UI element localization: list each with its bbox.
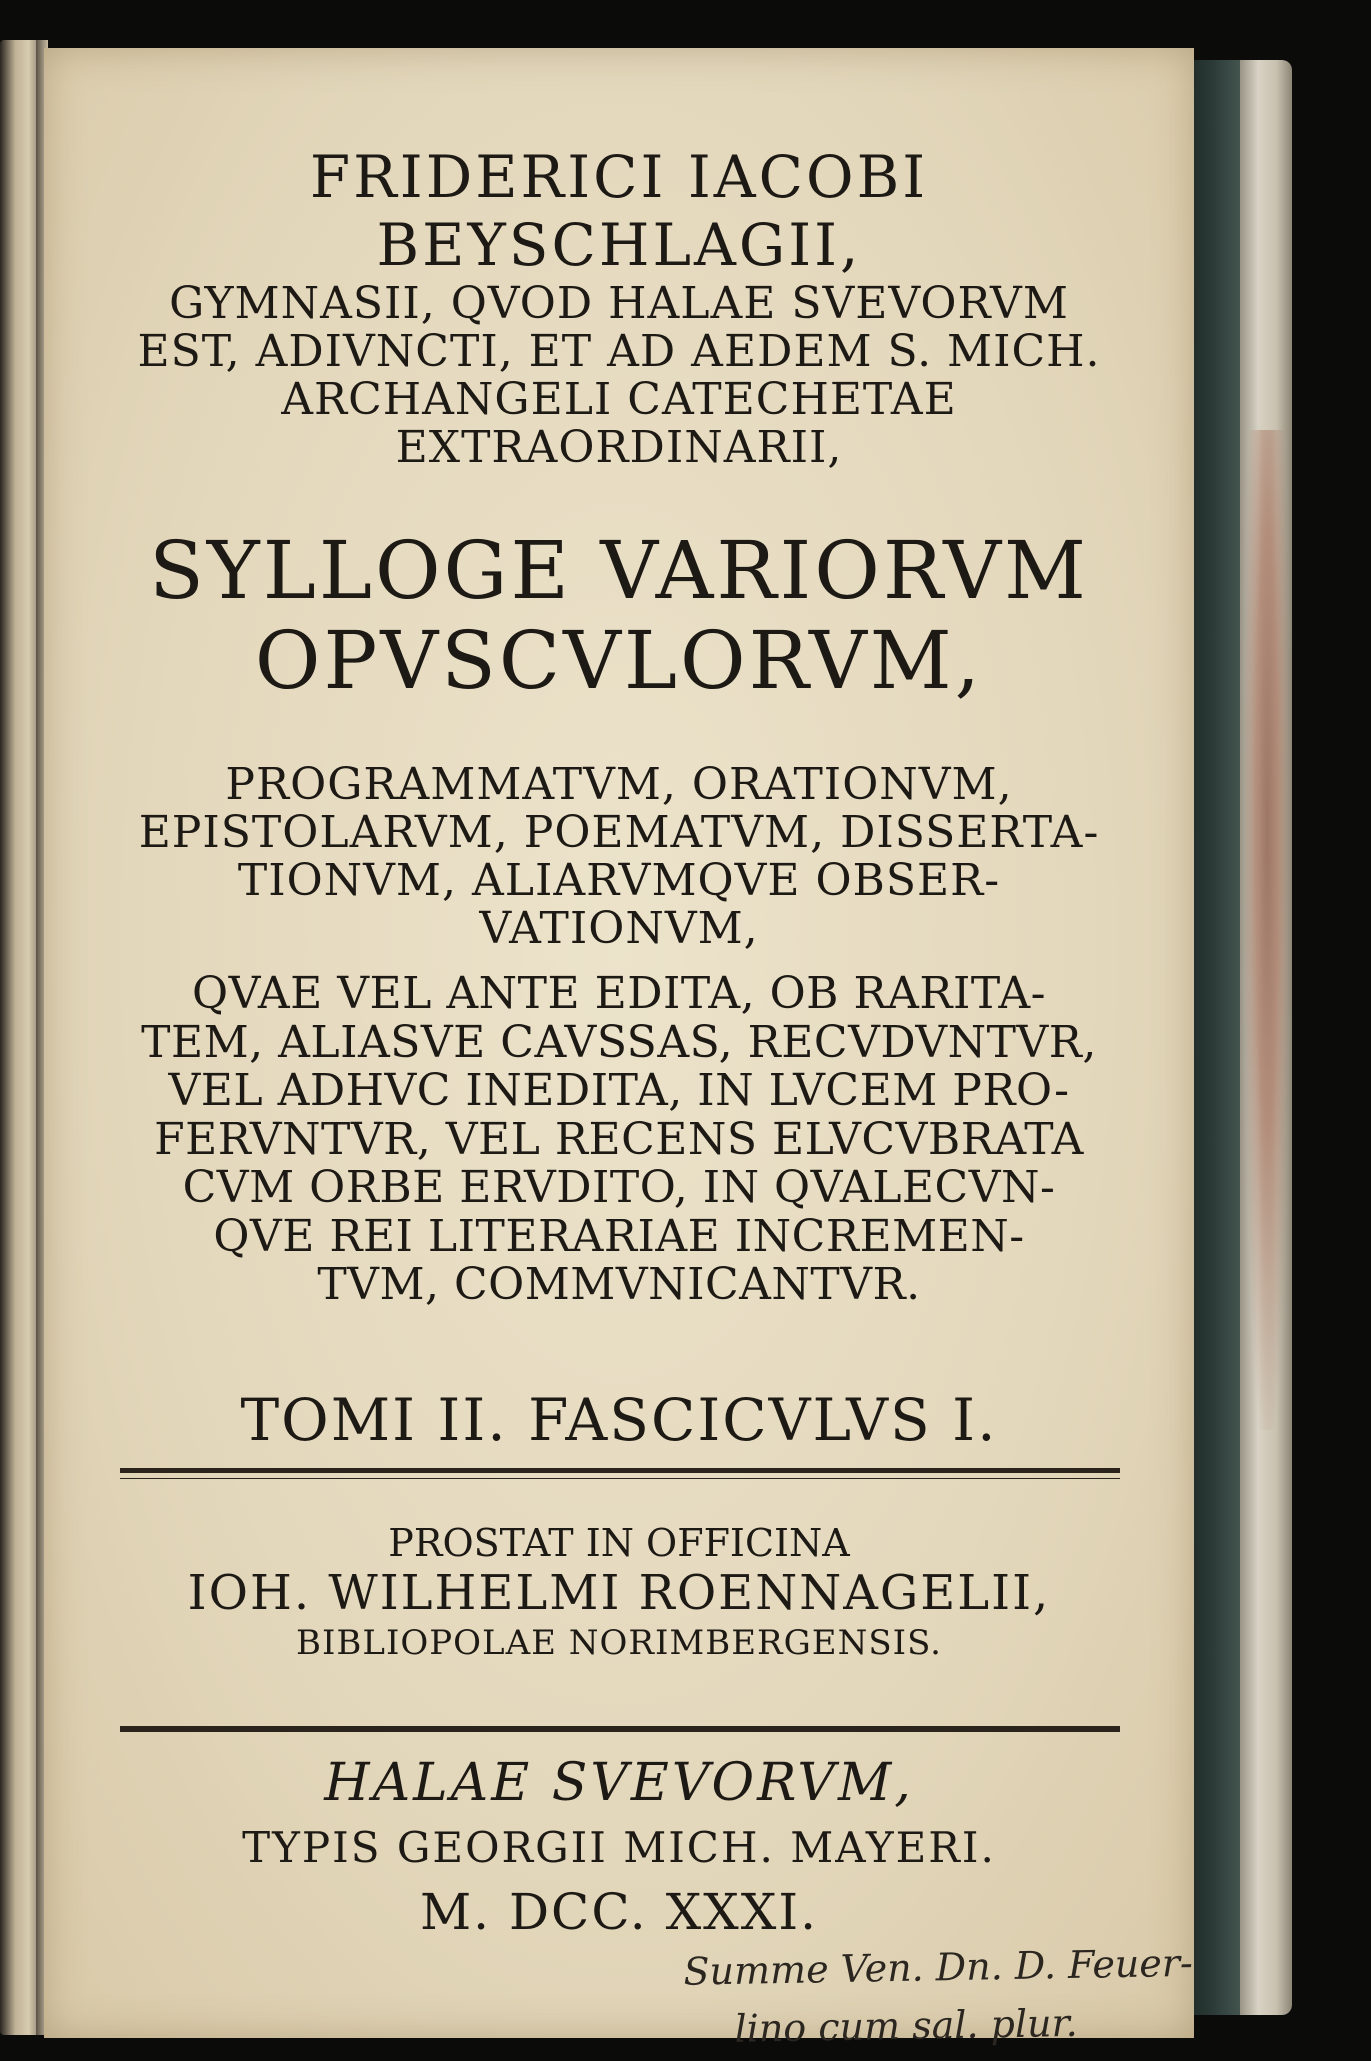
subtitle-line: PROGRAMMATVM, ORATIONVM, (225, 759, 1013, 810)
printer: TYPIS GEORGII MICH. MAYERI. (242, 1823, 996, 1872)
description-line: TEM, ALIASVE CAVSSAS, RECVDVNTVR, (141, 1016, 1097, 1068)
imprint-role: BIBLIOPOLAE NORIMBERGENSIS. (295, 1623, 942, 1663)
author-line: BEYSCHLAGII, (376, 211, 862, 279)
facing-page-edge (0, 40, 38, 2035)
imprint-prostat: PROSTAT IN OFFICINA (388, 1521, 850, 1565)
year: M. DCC. XXXI. (419, 1883, 819, 1941)
inscription-line: Summe Ven. Dn. D. Feuer- (683, 1940, 1194, 1994)
handwritten-inscription (683, 1933, 1225, 2058)
author-office (44, 280, 1194, 472)
subtitle-line: EPISTOLARVM, POEMATVM, DISSERTA- (138, 807, 1100, 858)
description (44, 970, 1194, 1310)
office-line: ARCHANGELI CATECHETAE (281, 374, 957, 425)
description-line: QVAE VEL ANTE EDITA, OB RARITA- (192, 968, 1046, 1019)
double-rule-thin (120, 1478, 1120, 1479)
subtitle-line: TIONVM, ALIARVMQVE OBSER- (237, 855, 1001, 906)
description-line: CVM ORBE ERVDITO, IN QVALECVN- (182, 1162, 1056, 1213)
subtitle-line: VATIONVM, (479, 903, 759, 954)
author-line: FRIDERICI IACOBI (309, 143, 929, 211)
description-line: FERVNTVR, VEL RECENS ELVCVBRATA (154, 1113, 1084, 1165)
title-line: OPVSCVLORVM, (254, 614, 984, 707)
description-line: QVE REI LITERARIAE INCREMEN- (213, 1210, 1025, 1262)
office-line: GYMNASII, QVOD HALAE SVEVORVM (169, 278, 1069, 329)
office-line: EST, ADIVNCTI, ET AD AEDEM S. MICH. (137, 326, 1101, 377)
inscription-line: lino cum sal. plur. (734, 2000, 1078, 2051)
flyleaf-stain (1245, 430, 1289, 1430)
description-line: VEL ADHVC INEDITA, IN LVCEM PRO- (168, 1065, 1070, 1116)
place-of-printing: HALAE SVEVORVM, (324, 1753, 914, 1813)
volume-label: TOMI II. FASCICVLVS I. (240, 1386, 998, 1454)
title-page (44, 48, 1194, 2051)
imprint (44, 1518, 1194, 1668)
double-rule-top (120, 1468, 1120, 1473)
office-line: EXTRAORDINARII, (395, 422, 843, 473)
author-block (44, 143, 1194, 279)
description-line: TVM, COMMVNICANTVR. (317, 1259, 921, 1310)
imprint-publisher: IOH. WILHELMI ROENNAGELII, (187, 1565, 1051, 1621)
title-line: SYLLOGE VARIORVM (149, 524, 1089, 617)
main-title (44, 526, 1194, 706)
subtitle (44, 761, 1194, 953)
rule-bottom (120, 1726, 1120, 1732)
